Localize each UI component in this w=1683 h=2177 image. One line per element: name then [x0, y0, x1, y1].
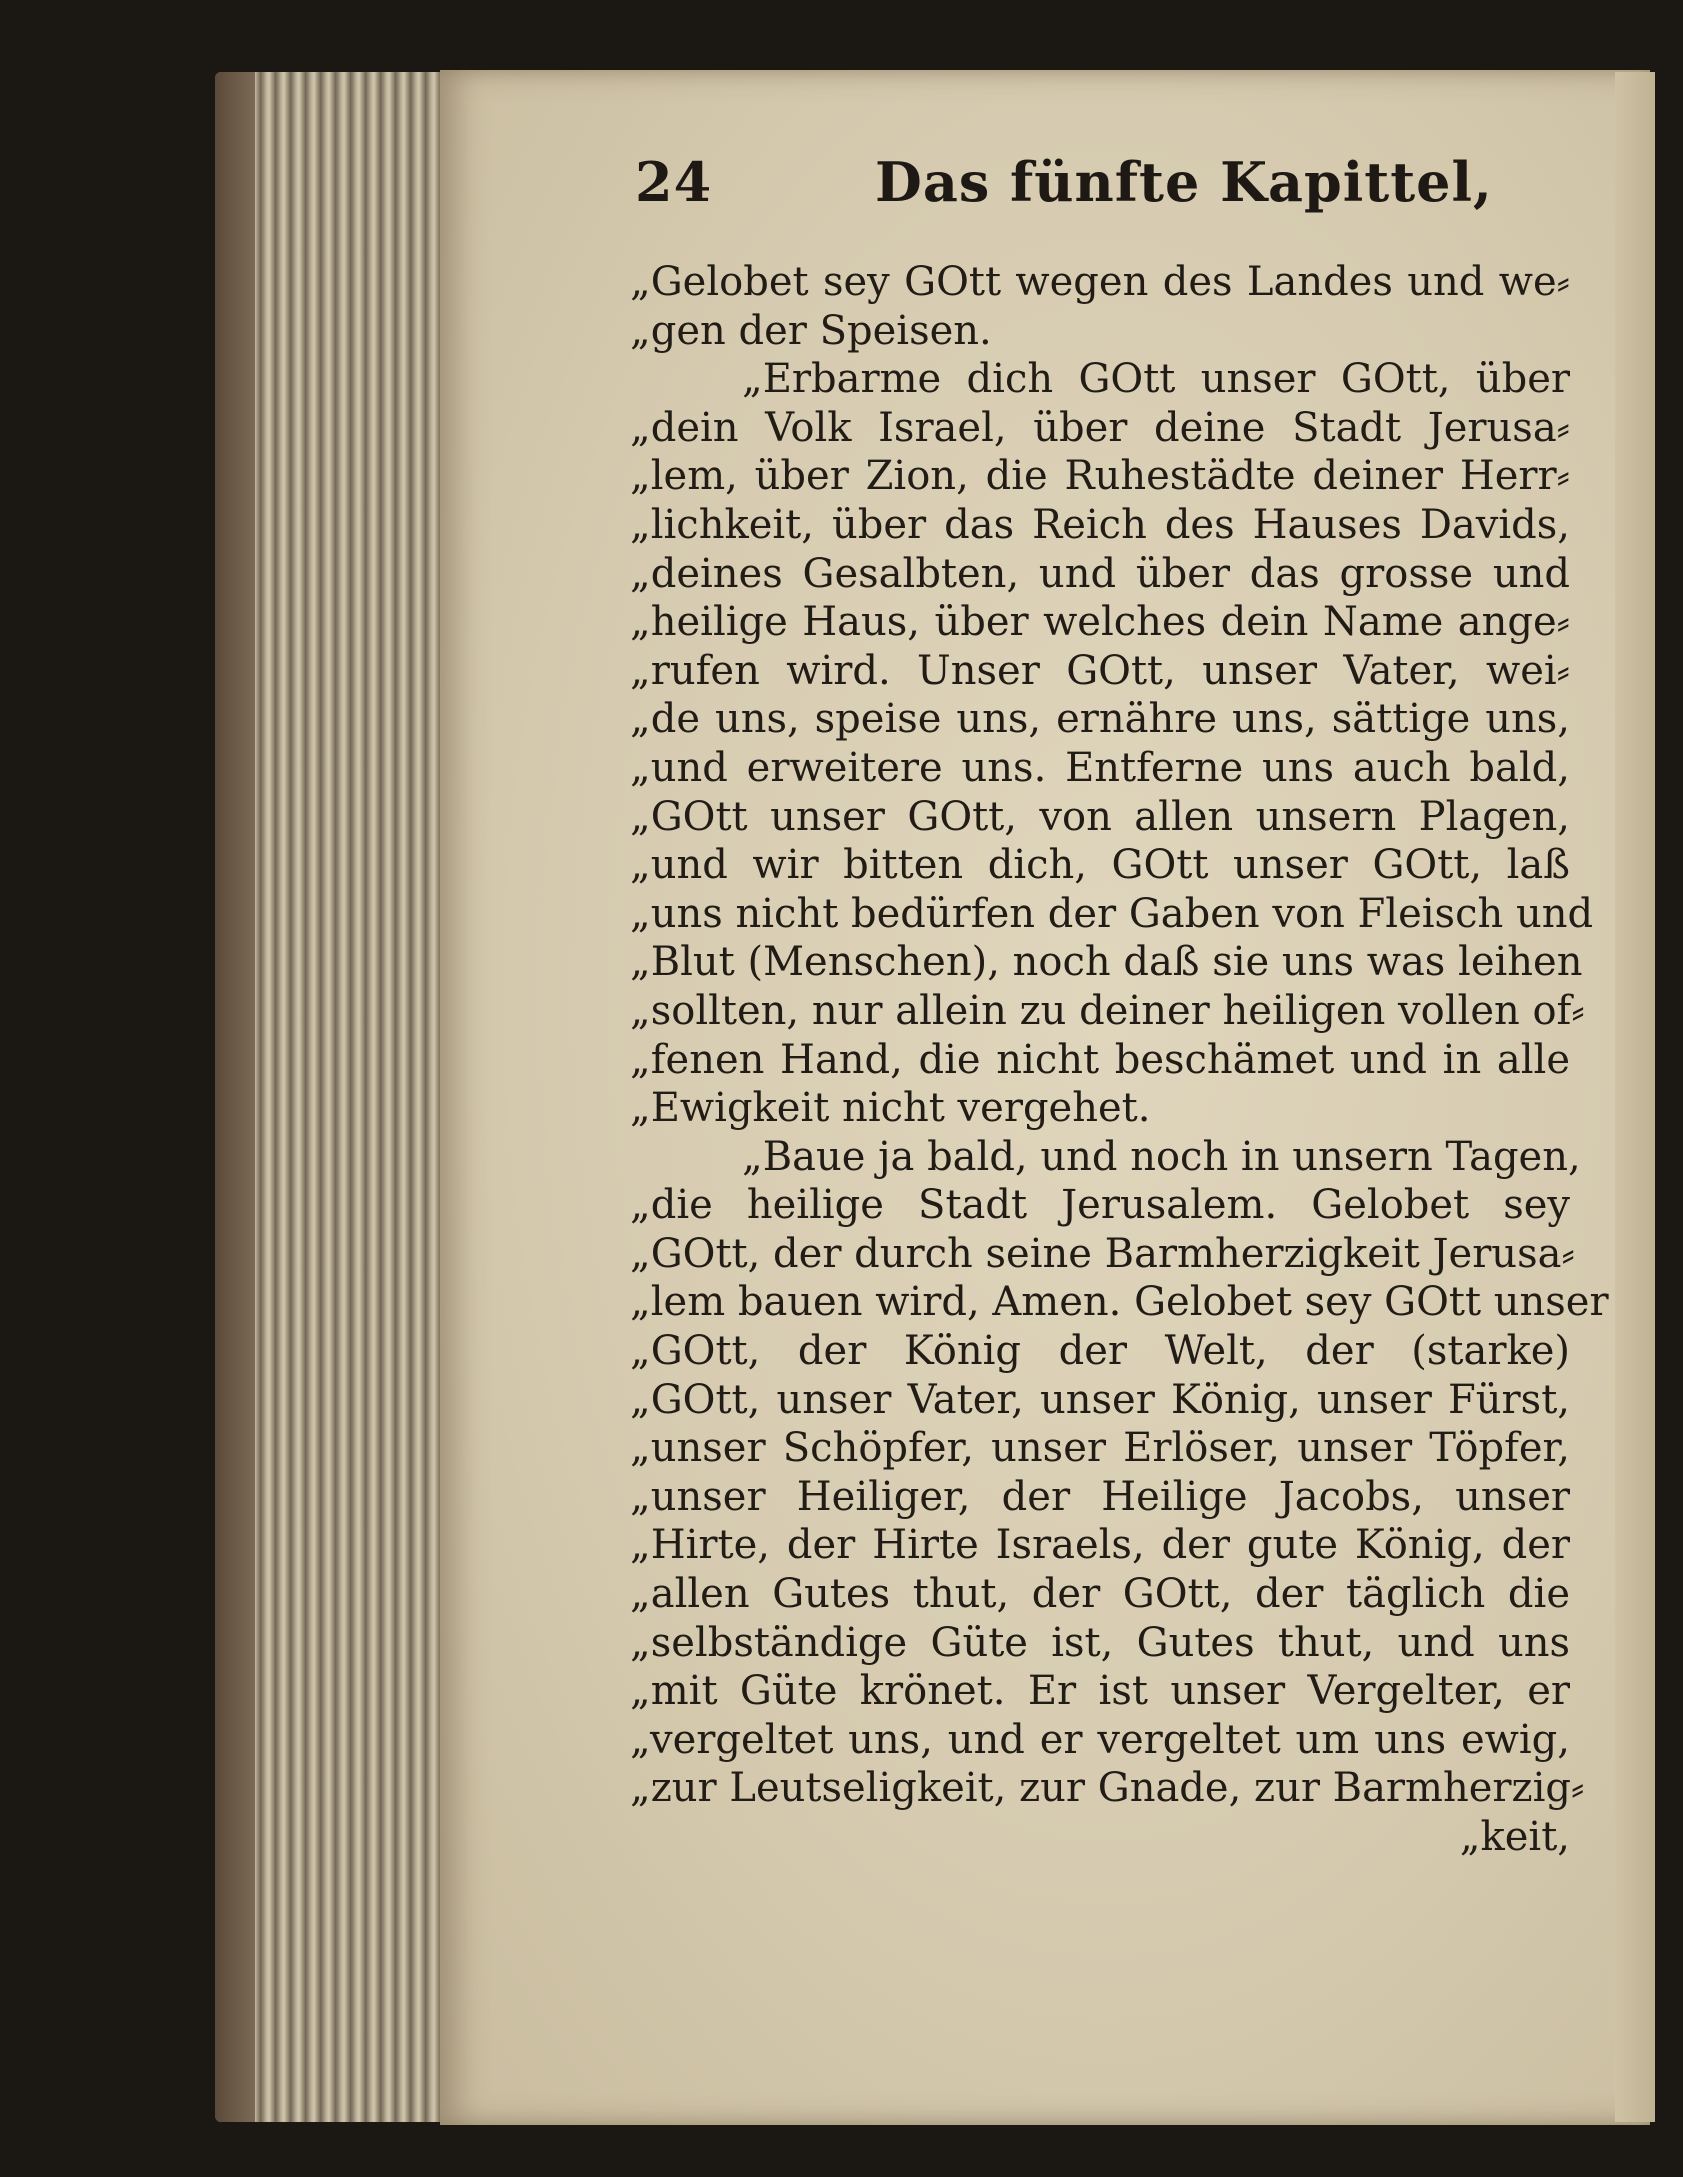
text-line: „und wir bitten dich, GOtt unser GOtt, laß — [630, 842, 1570, 889]
text-line: „deines Gesalbten, und über das grosse und — [630, 550, 1570, 597]
text-line: „GOtt, der König der Welt, der (starke) — [630, 1328, 1570, 1375]
text-line: „vergeltet uns, und er vergeltet um uns ewig, — [630, 1716, 1570, 1763]
text-line: „mit Güte krönet. Er ist unser Vergelter, er — [630, 1668, 1570, 1715]
text-line: „lichkeit, über das Reich des Hauses Davids, — [630, 501, 1570, 548]
text-line: „Gelobet sey GOtt wegen des Landes und we⸗ — [630, 259, 1570, 305]
text-line: „gen der Speisen. — [630, 307, 992, 354]
text-line: „GOtt unser GOtt, von allen unsern Plagen, — [630, 793, 1570, 840]
facing-page-edge — [1615, 72, 1655, 2122]
text-line: „selbständige Güte ist, Gutes thut, und uns — [630, 1619, 1570, 1666]
text-line: „sollten, nur allein zu deiner heiligen vollen of⸗ — [630, 987, 1585, 1034]
text-line: „unser Heiliger, der Heilige Jacobs, unser — [630, 1473, 1570, 1520]
text-line: „de uns, speise uns, ernähre uns, sättige uns, — [630, 696, 1570, 743]
text-line: „Baue ja bald, und noch in unsern Tagen, — [742, 1133, 1581, 1180]
text-line: „fenen Hand, die nicht beschämet und in alle — [630, 1036, 1570, 1083]
catchword: „keit, — [1459, 1814, 1570, 1860]
text-line: „zur Leutseligkeit, zur Gnade, zur Barmherzig⸗ — [630, 1765, 1585, 1812]
text-line: „rufen wird. Unser GOtt, unser Vater, wei⸗ — [630, 647, 1570, 694]
text-line: „heilige Haus, über welches dein Name ange⸗ — [630, 599, 1570, 646]
running-title: Das fünfte Kapittel, — [875, 150, 1493, 214]
book-binding-edge — [215, 72, 255, 2122]
text-line: „die heilige Stadt Jerusalem. Gelobet sey — [630, 1182, 1570, 1229]
text-line: „GOtt, unser Vater, unser König, unser Fürst, — [630, 1376, 1570, 1423]
page-number: 24 — [635, 150, 713, 214]
text-line: „Ewigkeit nicht vergehet. — [630, 1085, 1151, 1132]
text-line: „GOtt, der durch seine Barmherzigkeit Jerusa⸗ — [630, 1230, 1575, 1277]
text-line: „allen Gutes thut, der GOtt, der täglich die — [630, 1571, 1570, 1618]
body-text — [630, 258, 1609, 1862]
text-line: „lem, über Zion, die Ruhestädte deiner Herr⸗ — [630, 453, 1570, 500]
text-line: „Hirte, der Hirte Israels, der gute König, der — [630, 1522, 1570, 1569]
text-line: „und erweitere uns. Entferne uns auch bald, — [630, 744, 1570, 791]
text-line: „uns nicht bedürfen der Gaben von Fleisch und — [630, 890, 1594, 937]
text-line: „unser Schöpfer, unser Erlöser, unser Töpfer, — [630, 1425, 1570, 1472]
text-line: „dein Volk Israel, über deine Stadt Jerusa⸗ — [630, 404, 1570, 451]
text-line: „Erbarme dich GOtt unser GOtt, über — [742, 356, 1570, 403]
text-line: „Blut (Menschen), noch daß sie uns was leihen — [630, 939, 1583, 986]
text-line: „lem bauen wird, Amen. Gelobet sey GOtt unser — [630, 1279, 1609, 1326]
